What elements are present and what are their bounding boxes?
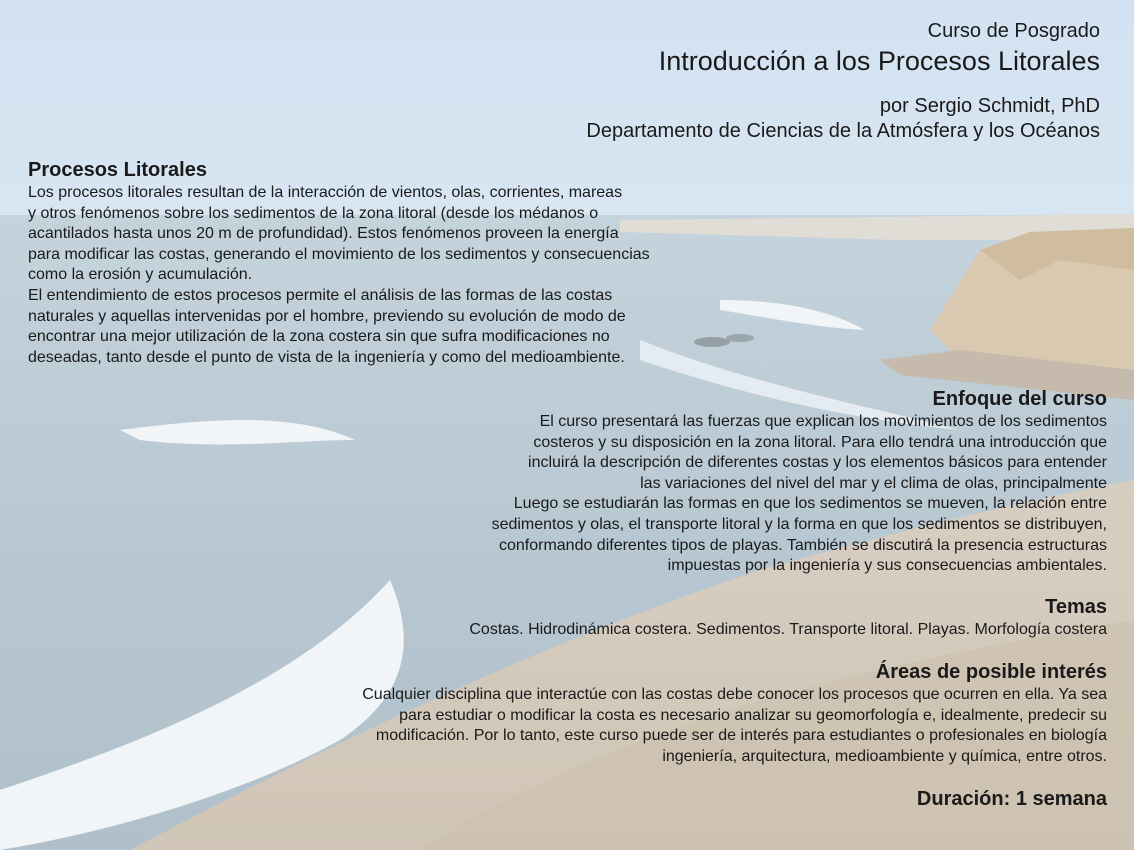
text-line: para modificar las costas, generando el movimiento de los sedimentos y consecuencias — [28, 245, 650, 263]
text-line: Cualquier disciplina que interactúe con las costas debe conocer los procesos que ocurren en ella. Ya sea — [362, 686, 1107, 703]
text-line: El curso presentará las fuerzas que explican los movimientos de los sedimentos — [539, 413, 1107, 430]
header-block — [586, 18, 1100, 144]
text-line: acantilados hasta unos 20 m de profundidad). Estos fenómenos proveen la energía — [28, 225, 619, 243]
text-line: modificación. Por lo tanto, este curso puede ser de interés para estudiantes o profesionales en biología — [375, 727, 1107, 745]
section-temas — [469, 594, 1107, 641]
text-line: Costas. Hidrodinámica costera. Sedimentos. Transporte litoral. Playas. Morfología costera — [469, 621, 1107, 638]
department-name: Departamento de Ciencias de la Atmósfera y los Océanos — [586, 120, 1100, 142]
section-body — [469, 620, 1107, 641]
text-line: las variaciones del nivel del mar y el clima de olas, principalmente — [640, 474, 1107, 492]
course-title: Introducción a los Procesos Litorales — [658, 46, 1100, 76]
section-body — [362, 685, 1107, 767]
course-type: Curso de Posgrado — [927, 20, 1100, 42]
text-line: incluirá la descripción de diferentes costas y los elementos básicos para entender — [528, 454, 1107, 472]
text-line: y otros fenómenos sobre los sedimentos de la zona litoral (desde los médanos o — [28, 204, 599, 222]
section-heading: Temas — [1045, 596, 1107, 618]
section-heading: Áreas de posible interés — [875, 661, 1107, 683]
section-body — [28, 183, 650, 368]
text-line: sedimentos y olas, el transporte litoral y la forma en que los sedimentos se distribuyen, — [491, 515, 1107, 533]
text-line: Los procesos litorales resultan de la interacción de vientos, olas, corrientes, mareas — [28, 184, 623, 201]
text-line: encontrar una mejor utilización de la zona costera sin que sufra modificaciones no — [28, 328, 610, 346]
section-areas-de-interes — [362, 659, 1107, 767]
text-line: como la erosión y acumulación. — [28, 266, 253, 284]
text-line: Luego se estudiarán las formas en que los sedimentos se mueven, la relación entre — [513, 495, 1107, 513]
text-line: impuestas por la ingeniería y sus consecuencias ambientales. — [667, 557, 1107, 575]
section-heading: Enfoque del curso — [932, 388, 1107, 410]
section-procesos-litorales — [28, 157, 650, 368]
section-heading: Procesos Litorales — [28, 159, 207, 181]
course-duration: Duración: 1 semana — [916, 788, 1107, 810]
text-line: conformando diferentes tipos de playas. También se discutirá la presencia estructuras — [498, 536, 1107, 554]
text-line: naturales y aquellas intervenidas por el hombre, previendo su evolución de modo de — [28, 307, 626, 325]
section-body — [492, 412, 1107, 577]
section-duracion — [917, 786, 1107, 812]
text-line: ingeniería, arquitectura, medioambiente y química, entre otros. — [662, 747, 1107, 765]
text-line: costeros y su disposición en la zona litoral. Para ello tendrá una introducción que — [533, 433, 1107, 451]
text-line: para estudiar o modificar la costa es necesario analizar su geomorfología e, idealmente, predecir su — [399, 706, 1107, 724]
course-author: por Sergio Schmidt, PhD — [879, 95, 1100, 117]
text-line: El entendimiento de estos procesos permite el análisis de las formas de las costas — [28, 286, 613, 304]
text-line: deseadas, tanto desde el punto de vista de la ingeniería y como del medioambiente. — [28, 348, 625, 366]
section-enfoque-del-curso — [492, 386, 1107, 577]
